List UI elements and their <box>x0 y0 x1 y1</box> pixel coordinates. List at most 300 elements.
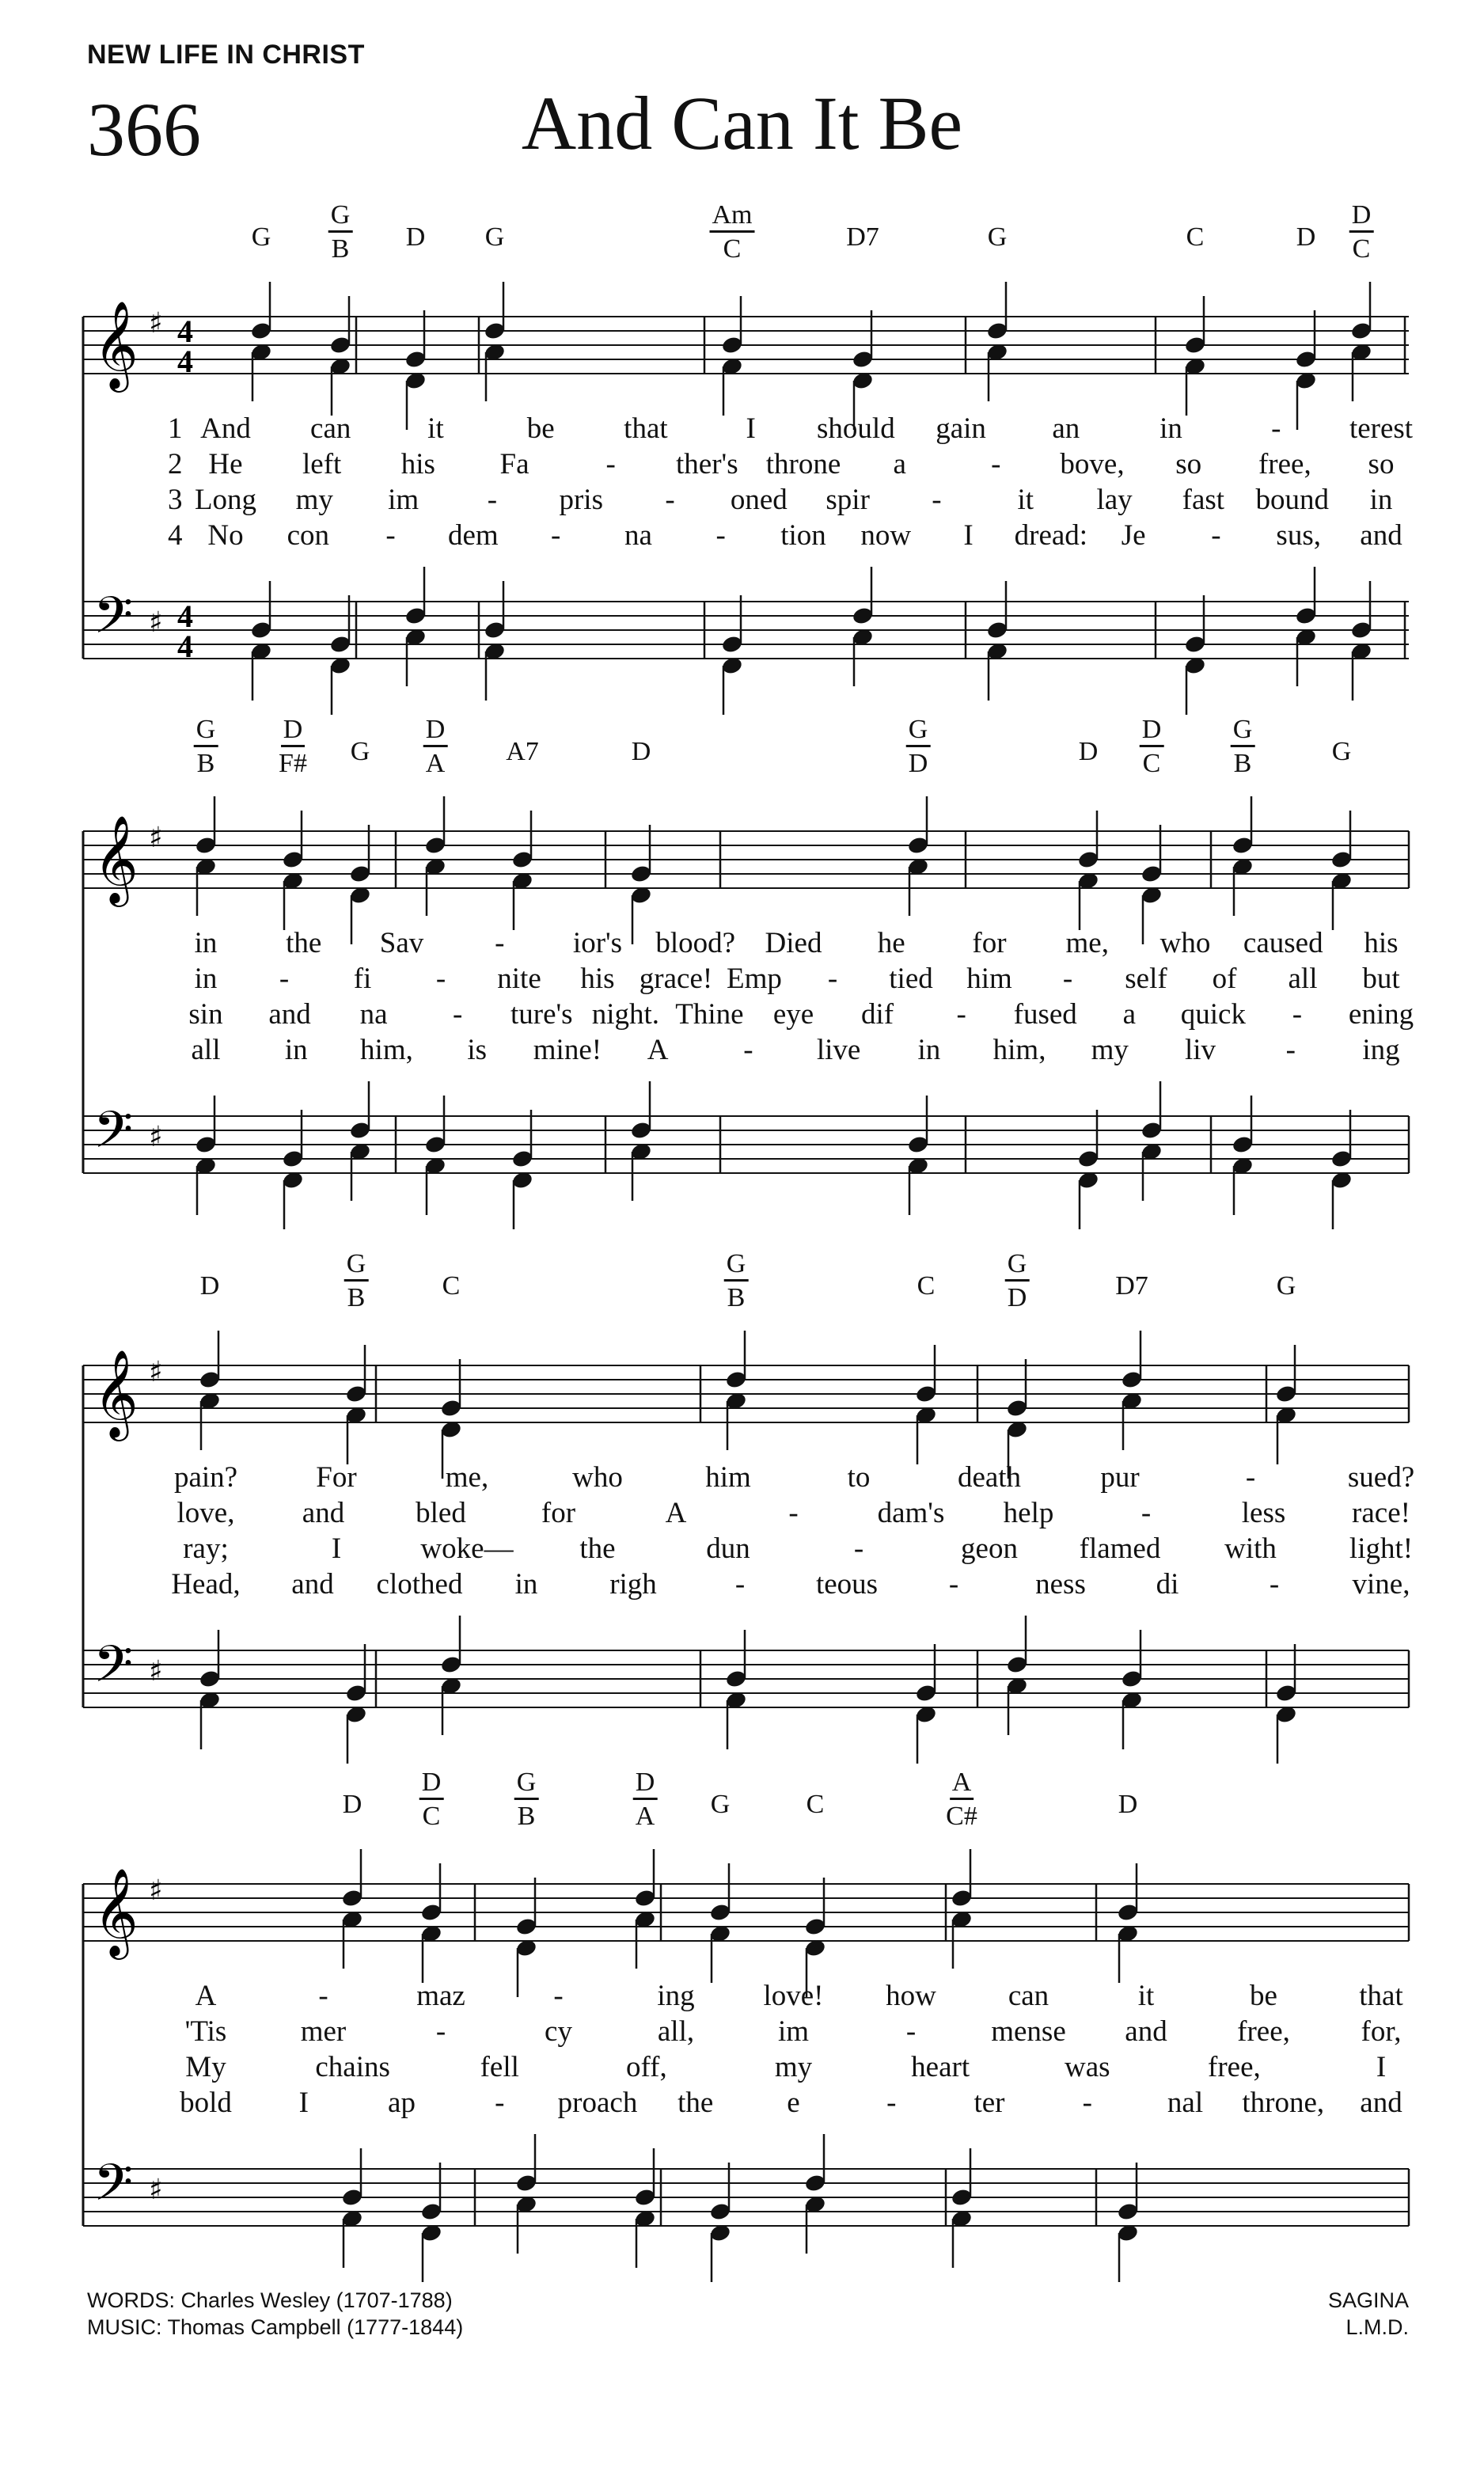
hyphen: - <box>1062 963 1073 995</box>
lyric-syllable: the <box>579 1532 616 1565</box>
lyric-syllable: he <box>877 927 905 959</box>
chord-bass: C <box>1142 749 1161 778</box>
lyric-syllable: is <box>467 1034 488 1066</box>
lyric-syllable: in <box>284 1034 308 1066</box>
lyric-syllable: bled <box>416 1497 466 1529</box>
key-signature-sharp-icon: ♯ <box>149 1655 163 1688</box>
bass-clef-icon: 𝄢 <box>93 1101 134 1172</box>
lyric-syllable: fi <box>353 963 372 995</box>
lyric-syllable: throne <box>765 448 841 480</box>
treble-staff <box>83 317 1409 374</box>
lyric-line-verse-1 <box>0 1460 1484 1497</box>
lyric-syllable: his <box>580 963 615 995</box>
lyric-syllable: fast <box>1182 484 1225 516</box>
lyric-syllable: him, <box>992 1034 1046 1066</box>
lyric-syllable: how <box>886 1980 936 2012</box>
lyric-syllable: A <box>195 1980 217 2012</box>
chord-bass: B <box>331 234 350 264</box>
chord-symbol: G <box>484 222 505 252</box>
lyric-syllable: so <box>1175 448 1202 480</box>
music-system-2 <box>0 715 1484 1282</box>
lyric-syllable: him <box>966 963 1012 995</box>
lyric-syllable: di <box>1156 1568 1179 1601</box>
lyric-syllable: woke— <box>420 1532 514 1565</box>
chord-symbol: C <box>442 1271 461 1301</box>
lyric-syllable: tied <box>889 963 933 995</box>
lyric-line-verse-1 <box>0 412 1484 448</box>
hyphen: - <box>385 519 396 552</box>
chord-symbol: D <box>342 1790 362 1819</box>
bass-staff <box>83 602 1409 659</box>
chord-symbol <box>906 715 931 777</box>
chord-root: D <box>419 1769 444 1800</box>
chord-bass: B <box>1233 749 1252 778</box>
lyric-line-verse-3 <box>0 997 1484 1034</box>
chord-symbol <box>724 1249 749 1312</box>
chord-bass: B <box>347 1283 366 1312</box>
chord-symbol: D <box>631 737 651 766</box>
lyric-syllable: who <box>1159 927 1211 959</box>
tune-name: SAGINA <box>1327 2288 1409 2312</box>
hyphen: - <box>932 484 942 516</box>
lyric-syllable: I <box>746 412 756 445</box>
lyric-syllable: should <box>817 412 895 445</box>
chord-bass: A <box>425 749 446 778</box>
lyric-syllable: And <box>200 412 251 445</box>
lyric-syllable: who <box>572 1461 623 1494</box>
lyric-syllable: ening <box>1348 998 1414 1031</box>
chord-root: G <box>906 716 931 747</box>
credits <box>87 2288 463 2341</box>
chord-bass: F# <box>279 749 307 778</box>
lyric-syllable: be <box>526 412 555 445</box>
treble-clef-icon: 𝄞 <box>93 300 139 389</box>
lyric-syllable: and <box>1125 2015 1167 2048</box>
lyric-syllable: I <box>1376 2051 1387 2083</box>
lyric-syllable: pris <box>559 484 603 516</box>
lyric-syllable: love, <box>176 1497 235 1529</box>
lyric-syllable: a <box>893 448 906 480</box>
lyric-syllable: help <box>1003 1497 1054 1529</box>
chord-symbol: D <box>405 222 426 252</box>
lyric-syllable: ap <box>388 2087 416 2119</box>
chord-symbol <box>344 1249 369 1312</box>
lyric-syllable: dem <box>447 519 499 552</box>
chord-symbol: D <box>1296 222 1316 252</box>
lyric-syllable: Long <box>194 484 257 516</box>
lyric-syllable: but <box>1362 963 1400 995</box>
lyric-syllable: vine, <box>1352 1568 1410 1601</box>
lyric-syllable: Fa <box>499 448 529 480</box>
lyric-syllable: e <box>787 2087 800 2119</box>
lyric-syllable: race! <box>1352 1497 1410 1529</box>
hymn-title: And Can It Be <box>521 81 963 165</box>
hyphen: - <box>435 2015 446 2048</box>
lyric-syllable: spir <box>825 484 870 516</box>
hyphen: - <box>1292 998 1303 1031</box>
lyric-syllable: pur <box>1100 1461 1140 1494</box>
chord-symbol: C <box>806 1790 825 1819</box>
key-signature-sharp-icon: ♯ <box>149 1874 163 1907</box>
hyphen: - <box>991 448 1001 480</box>
bass-clef-icon: 𝄢 <box>93 587 134 658</box>
lyric-syllable: flamed <box>1079 1532 1161 1565</box>
chord-symbol <box>1005 1249 1030 1312</box>
lyric-syllable: terest <box>1349 412 1414 445</box>
lyric-syllable: na <box>359 998 388 1031</box>
lyric-syllable: live <box>816 1034 861 1066</box>
chord-symbol: D7 <box>1115 1271 1148 1301</box>
chord-symbol <box>1140 715 1164 777</box>
chord-bass: B <box>196 749 215 778</box>
chord-symbol <box>1231 715 1255 777</box>
lyric-syllable: blood? <box>655 927 736 959</box>
hyphen: - <box>495 927 505 959</box>
lyric-syllable: ter <box>974 2087 1005 2119</box>
hyphen: - <box>495 2087 505 2119</box>
lyric-syllable: For <box>316 1461 357 1494</box>
chord-symbol: D <box>199 1271 220 1301</box>
chord-symbol <box>710 200 755 263</box>
chord-symbol <box>633 1768 658 1830</box>
lyric-syllable: clothed <box>376 1568 463 1601</box>
lyric-syllable: free, <box>1208 2051 1261 2083</box>
key-signature-sharp-icon: ♯ <box>149 307 163 340</box>
lyric-syllable: light! <box>1349 1532 1414 1565</box>
lyric-syllable: oned <box>730 484 788 516</box>
lyric-syllable: My <box>185 2051 226 2083</box>
chord-symbol: D <box>1118 1790 1138 1819</box>
lyric-syllable: ther's <box>676 448 738 480</box>
lyric-syllable: gain <box>936 412 986 445</box>
lyric-syllable: ing <box>657 1980 695 2012</box>
lyric-syllable: and <box>291 1568 334 1601</box>
key-signature-sharp-icon: ♯ <box>149 2174 163 2206</box>
lyric-syllable: nite <box>497 963 541 995</box>
lyric-syllable: dread: <box>1014 519 1088 552</box>
lyric-syllable: ture's <box>510 998 573 1031</box>
lyric-syllable: for, <box>1361 2015 1402 2048</box>
chord-root: Am <box>710 202 755 233</box>
hyphen: - <box>886 2087 897 2119</box>
lyric-syllable: bold <box>180 2087 232 2119</box>
chord-root: D <box>1140 716 1164 747</box>
chord-bass: D <box>1007 1283 1027 1312</box>
lyric-syllable: A <box>665 1497 687 1529</box>
chord-symbol: G <box>987 222 1008 252</box>
lyric-syllable: less <box>1241 1497 1286 1529</box>
lyric-syllable: love! <box>763 1980 824 2012</box>
lyric-syllable: No <box>207 519 244 552</box>
hyphen: - <box>1271 412 1281 445</box>
lyric-syllable: now <box>860 519 912 552</box>
chord-symbol <box>423 715 448 777</box>
hyphen: - <box>453 998 463 1031</box>
lyric-syllable: Thine <box>675 998 744 1031</box>
hyphen: - <box>827 963 838 995</box>
lyric-syllable: and <box>268 998 311 1031</box>
lyric-line-verse-3 <box>0 483 1484 519</box>
bass-clef-icon: 𝄢 <box>93 1635 134 1707</box>
lyric-syllable: sus, <box>1276 519 1321 552</box>
chord-symbol <box>419 1768 444 1830</box>
chord-bass: C <box>1352 234 1371 264</box>
lyric-syllable: mer <box>300 2015 347 2048</box>
lyric-syllable: my <box>774 2051 813 2083</box>
lyric-syllable: the <box>286 927 322 959</box>
lyric-syllable: I <box>963 519 974 552</box>
lyric-syllable: his <box>400 448 435 480</box>
chord-root: G <box>328 202 353 233</box>
time-signature-denominator: 4 <box>177 628 193 664</box>
lyric-syllable: all <box>191 1034 221 1066</box>
hyphen: - <box>853 1532 864 1565</box>
lyric-syllable: grace! <box>639 963 713 995</box>
lyric-syllable: to <box>847 1461 871 1494</box>
lyric-syllable: nal <box>1167 2087 1204 2119</box>
treble-clef-icon: 𝄞 <box>93 815 139 903</box>
lyric-syllable: sin <box>188 998 223 1031</box>
lyric-syllable: caused <box>1243 927 1323 959</box>
lyric-syllable: my <box>1091 1034 1129 1066</box>
lyric-syllable: dam's <box>877 1497 945 1529</box>
meter: L.M.D. <box>1345 2315 1409 2339</box>
music-system-4 <box>0 1768 1484 2335</box>
hyphen: - <box>1245 1461 1256 1494</box>
lyric-syllable: in <box>917 1034 941 1066</box>
lyric-syllable: and <box>1360 519 1402 552</box>
time-signature-numerator: 4 <box>177 598 193 634</box>
hymn-number: 366 <box>87 87 201 172</box>
lyric-syllable: that <box>624 412 668 445</box>
lyric-syllable: his <box>1364 927 1399 959</box>
chord-bass: C# <box>946 1802 977 1831</box>
lyric-syllable: lay <box>1096 484 1133 516</box>
lyric-syllable: and <box>1360 2087 1402 2119</box>
lyric-syllable: liv <box>1185 1034 1216 1066</box>
time-signature-denominator: 4 <box>177 344 193 379</box>
chord-bass: C <box>422 1802 441 1831</box>
chord-symbol <box>946 1768 977 1830</box>
lyric-syllable: chains <box>315 2051 390 2083</box>
lyric-syllable: for <box>541 1497 576 1529</box>
lyric-line-verse-1 <box>0 926 1484 963</box>
lyric-syllable: quick <box>1180 998 1246 1031</box>
verse-number: 2 <box>168 448 183 480</box>
music-credit: MUSIC: Thomas Campbell (1777-1844) <box>87 2315 464 2339</box>
chord-symbol: G <box>1276 1271 1296 1301</box>
chord-root: D <box>1349 202 1374 233</box>
lyric-syllable: fell <box>480 2051 519 2083</box>
lyric-syllable: for <box>972 927 1007 959</box>
lyric-syllable: dun <box>706 1532 750 1565</box>
lyric-syllable: proach <box>557 2087 638 2119</box>
time-signature-numerator: 4 <box>177 313 193 349</box>
lyric-syllable: cy <box>545 2015 572 2048</box>
lyric-syllable: self <box>1125 963 1167 995</box>
lyric-line-verse-1 <box>0 1979 1484 2015</box>
lyric-syllable: tion <box>780 519 826 552</box>
chord-symbol: D <box>1078 737 1099 766</box>
lyric-syllable: I <box>331 1532 342 1565</box>
treble-clef-icon: 𝄞 <box>93 1867 139 1956</box>
lyric-syllable: in <box>194 963 218 995</box>
words-credit: WORDS: Charles Wesley (1707-1788) <box>87 2288 453 2312</box>
lyric-syllable: He <box>208 448 243 480</box>
hyphen: - <box>1269 1568 1280 1601</box>
hyphen: - <box>550 519 561 552</box>
lyric-syllable: Died <box>765 927 822 959</box>
lyric-line-verse-2 <box>0 2015 1484 2051</box>
chord-bass: B <box>517 1802 536 1831</box>
chord-root: G <box>344 1251 369 1282</box>
hyphen: - <box>1211 519 1221 552</box>
lyric-syllable: maz <box>416 1980 465 2012</box>
lyric-syllable: him <box>705 1461 751 1494</box>
lyric-syllable: im <box>388 484 419 516</box>
hyphen: - <box>1285 1034 1296 1066</box>
key-signature-sharp-icon: ♯ <box>149 1356 163 1388</box>
hyphen: - <box>788 1497 799 1529</box>
bass-clef-icon: 𝄢 <box>93 2154 134 2225</box>
lyric-syllable: it <box>427 412 444 445</box>
lyric-syllable: me, <box>445 1461 489 1494</box>
lyric-syllable: mine! <box>533 1034 602 1066</box>
verse-number: 3 <box>168 484 183 516</box>
chord-symbol <box>194 715 218 777</box>
lyric-syllable: in <box>514 1568 538 1601</box>
lyric-syllable: Head, <box>171 1568 241 1601</box>
lyric-syllable: sued? <box>1347 1461 1415 1494</box>
treble-clef-icon: 𝄞 <box>93 1349 139 1437</box>
lyric-syllable: be <box>1250 1980 1277 2012</box>
chord-symbol: D7 <box>846 222 879 252</box>
lyric-syllable: na <box>624 519 652 552</box>
lyric-syllable: geon <box>961 1532 1018 1565</box>
key-signature-sharp-icon: ♯ <box>149 606 163 639</box>
lyric-syllable: Je <box>1121 519 1146 552</box>
hyphen: - <box>948 1568 959 1601</box>
hyphen: - <box>1082 2087 1092 2119</box>
lyric-syllable: in <box>1369 484 1393 516</box>
lyric-syllable: 'Tis <box>184 2015 227 2048</box>
music-system-1 <box>0 200 1484 768</box>
lyric-syllable: a <box>1122 998 1136 1031</box>
lyric-syllable: death <box>957 1461 1022 1494</box>
lyric-syllable: that <box>1359 1980 1403 2012</box>
lyric-syllable: dif <box>861 998 894 1031</box>
lyric-line-verse-2 <box>0 447 1484 484</box>
key-signature-sharp-icon: ♯ <box>149 1121 163 1153</box>
lyric-syllable: in <box>1159 412 1182 445</box>
key-signature-sharp-icon: ♯ <box>149 822 163 854</box>
lyric-syllable: me, <box>1065 927 1109 959</box>
lyric-syllable: fused <box>1013 998 1077 1031</box>
lyric-syllable: was <box>1064 2051 1110 2083</box>
verse-number: 4 <box>168 519 183 552</box>
chord-root: G <box>194 716 218 747</box>
lyric-line-verse-2 <box>0 1496 1484 1532</box>
hyphen: - <box>487 484 498 516</box>
lyric-syllable: left <box>302 448 342 480</box>
lyric-syllable: ing <box>1362 1034 1400 1066</box>
bass-staff <box>83 1650 1409 1707</box>
chord-symbol: G <box>251 222 271 252</box>
lyric-syllable: all <box>1288 963 1318 995</box>
chord-bass: C <box>723 234 742 264</box>
hyphen: - <box>956 998 966 1031</box>
hyphen: - <box>743 1034 753 1066</box>
chord-root: G <box>724 1251 749 1282</box>
lyric-syllable: my <box>295 484 333 516</box>
lyric-syllable: can <box>310 412 351 445</box>
chord-bass: B <box>727 1283 746 1312</box>
chord-symbol: A7 <box>506 737 539 766</box>
lyric-syllable: con <box>287 519 329 552</box>
chord-bass: D <box>908 749 928 778</box>
chord-symbol: C <box>917 1271 936 1301</box>
hyphen: - <box>905 2015 917 2048</box>
chord-symbol <box>279 715 307 777</box>
lyric-line-verse-4 <box>0 2086 1484 2122</box>
chord-bass: A <box>635 1802 655 1831</box>
chord-symbol: G <box>350 737 370 766</box>
lyric-syllable: A <box>647 1034 669 1066</box>
lyric-syllable: im <box>777 2015 810 2048</box>
lyric-syllable: with <box>1224 1532 1277 1565</box>
lyric-syllable: ness <box>1035 1568 1086 1601</box>
lyric-line-verse-4 <box>0 1033 1484 1069</box>
tune-info <box>1328 2288 1409 2341</box>
section-heading: NEW LIFE IN CHRIST <box>87 40 365 70</box>
lyric-syllable: an <box>1052 412 1080 445</box>
lyric-syllable: in <box>194 927 218 959</box>
lyric-syllable: of <box>1212 963 1237 995</box>
chord-symbol <box>328 200 353 263</box>
chord-root: G <box>1005 1251 1030 1282</box>
hyphen: - <box>279 963 290 995</box>
lyric-syllable: I <box>298 2087 309 2119</box>
lyric-syllable: pain? <box>173 1461 238 1494</box>
lyric-syllable: free, <box>1258 448 1311 480</box>
lyric-syllable: free, <box>1237 2015 1290 2048</box>
lyric-syllable: ior's <box>572 927 623 959</box>
verse-number: 1 <box>168 412 183 445</box>
lyric-syllable: off, <box>626 2051 667 2083</box>
bass-staff <box>83 2169 1409 2226</box>
chord-symbol: G <box>710 1790 731 1819</box>
lyric-syllable: mense <box>991 2015 1066 2048</box>
lyric-syllable: heart <box>911 2051 970 2083</box>
lyric-syllable: can <box>1008 1980 1049 2012</box>
hyphen: - <box>1141 1497 1152 1529</box>
music-system-3 <box>0 1249 1484 1817</box>
lyric-syllable: throne, <box>1242 2087 1325 2119</box>
lyric-line-verse-3 <box>0 2050 1484 2087</box>
hyphen: - <box>318 1980 328 2012</box>
lyric-syllable: the <box>677 2087 714 2119</box>
lyric-syllable: it <box>1017 484 1034 516</box>
lyric-line-verse-2 <box>0 962 1484 998</box>
hyphen: - <box>605 448 616 480</box>
chord-root: D <box>633 1769 658 1800</box>
hyphen: - <box>665 484 675 516</box>
lyric-syllable: and <box>302 1497 345 1529</box>
hyphen: - <box>435 963 446 995</box>
lyric-syllable: so <box>1368 448 1395 480</box>
treble-staff <box>83 1365 1409 1422</box>
hyphen: - <box>715 519 726 552</box>
